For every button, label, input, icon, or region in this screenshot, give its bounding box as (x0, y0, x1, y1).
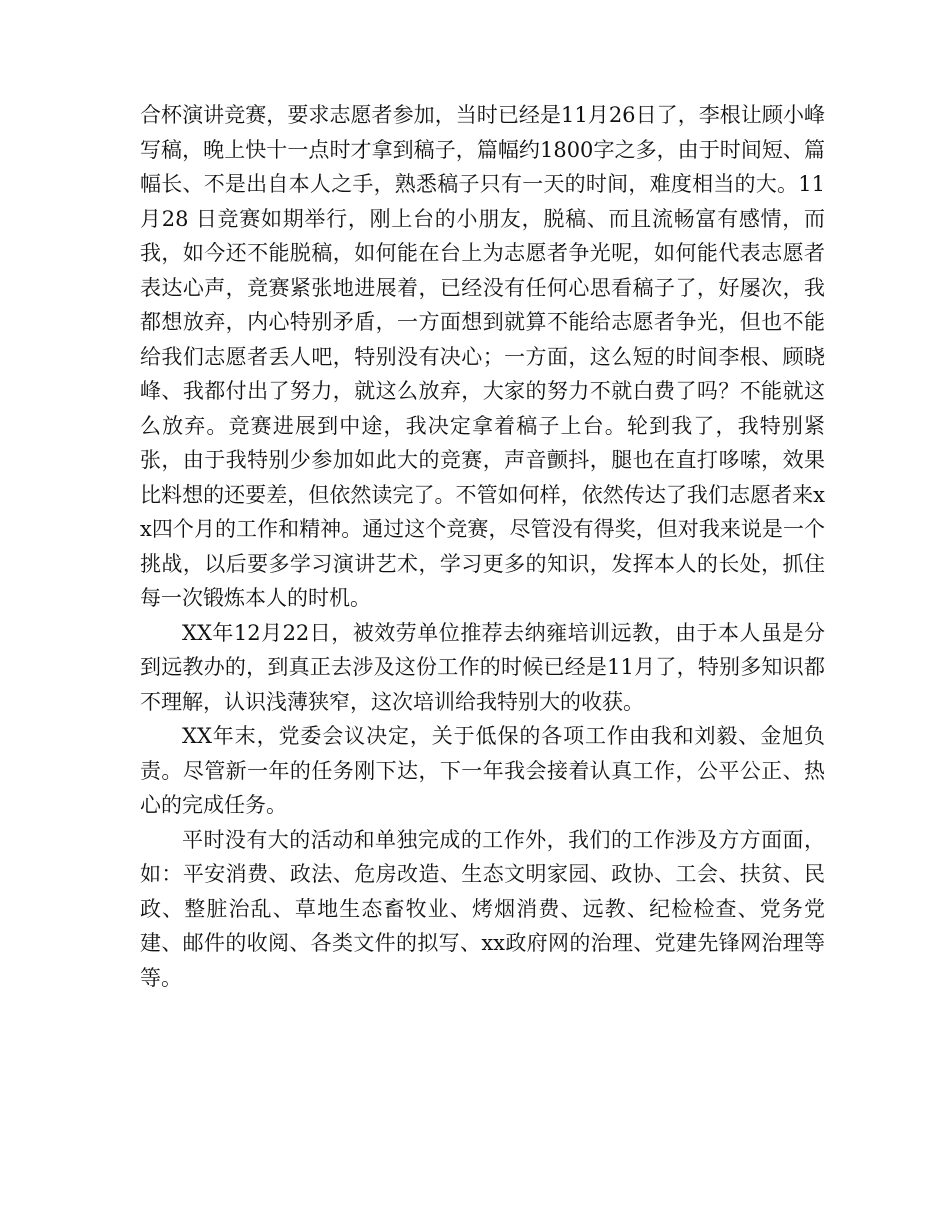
document-body (140, 98, 825, 995)
paragraph-low-income-duties: XX年末，党委会议决定，关于低保的各项工作由我和刘毅、金旭负责。尽管新一年的任务刚下达，下一年我会接着认真工作，公平公正、热心的完成任务。 (140, 724, 825, 817)
paragraph-remote-education-training: XX年12月22日，被效劳单位推荐去纳雍培训远教，由于本人虽是分到远教办的，到真正去涉及这份工作的时候已经是11月了，特别多知识都不理解，认识浅薄狭窄，这次培训给我特别大的收获。 (140, 620, 825, 714)
paragraph-daily-work-scope: 平时没有大的活动和单独完成的工作外，我们的工作涉及方方面面，如：平安消费、政法、危房改造、生态文明家园、政协、工会、扶贫、民政、整脏治乱、草地生态畜牧业、烤烟消费、远教、纪检检查、党务党建、邮件的收阅、各类文件的拟写、xx政府网的治理、党建先锋网治理等等。 (140, 827, 825, 990)
paragraph-speech-contest: 合杯演讲竞赛，要求志愿者参加，当时已经是11月26日了，李根让顾小峰写稿，晚上快十一点时才拿到稿子，篇幅约1800字之多，由于时间短、篇幅长、不是出自本人之手，熟悉稿子只有一天的时间，难度相当的大。11月28 日竞赛如期举行，刚上台的小朋友，脱稿、而且流畅富有感情，而我，如今还不能脱稿，如何能在台上为志愿者争光呢，如何能代表志愿者表达心声，竞赛紧张地进展着，已经没有任何心思看稿子了，好屡次，我都想放弃，内心特别矛盾，一方面想到就算不能给志愿者争光，但也不能给我们志愿者丢人吧，特别没有决心；一方面，这么短的时间李根、顾晓峰、我都付出了努力，就这么放弃，大家的努力不就白费了吗？不能就这么放弃。竞赛进展到中途，我决定拿着稿子上台。轮到我了，我特别紧张，由于我特别少参加如此大的竞赛，声音颤抖，腿也在直打哆嗦，效果比料想的还要差，但依然读完了。不管如何样，依然传达了我们志愿者来xx四个月的工作和精神。通过这个竞赛，尽管没有得奖，但对我来说是一个挑战，以后要多学习演讲艺术，学习更多的知识，发挥本人的长处，抓住每一次锻炼本人的时机。 (140, 103, 825, 610)
